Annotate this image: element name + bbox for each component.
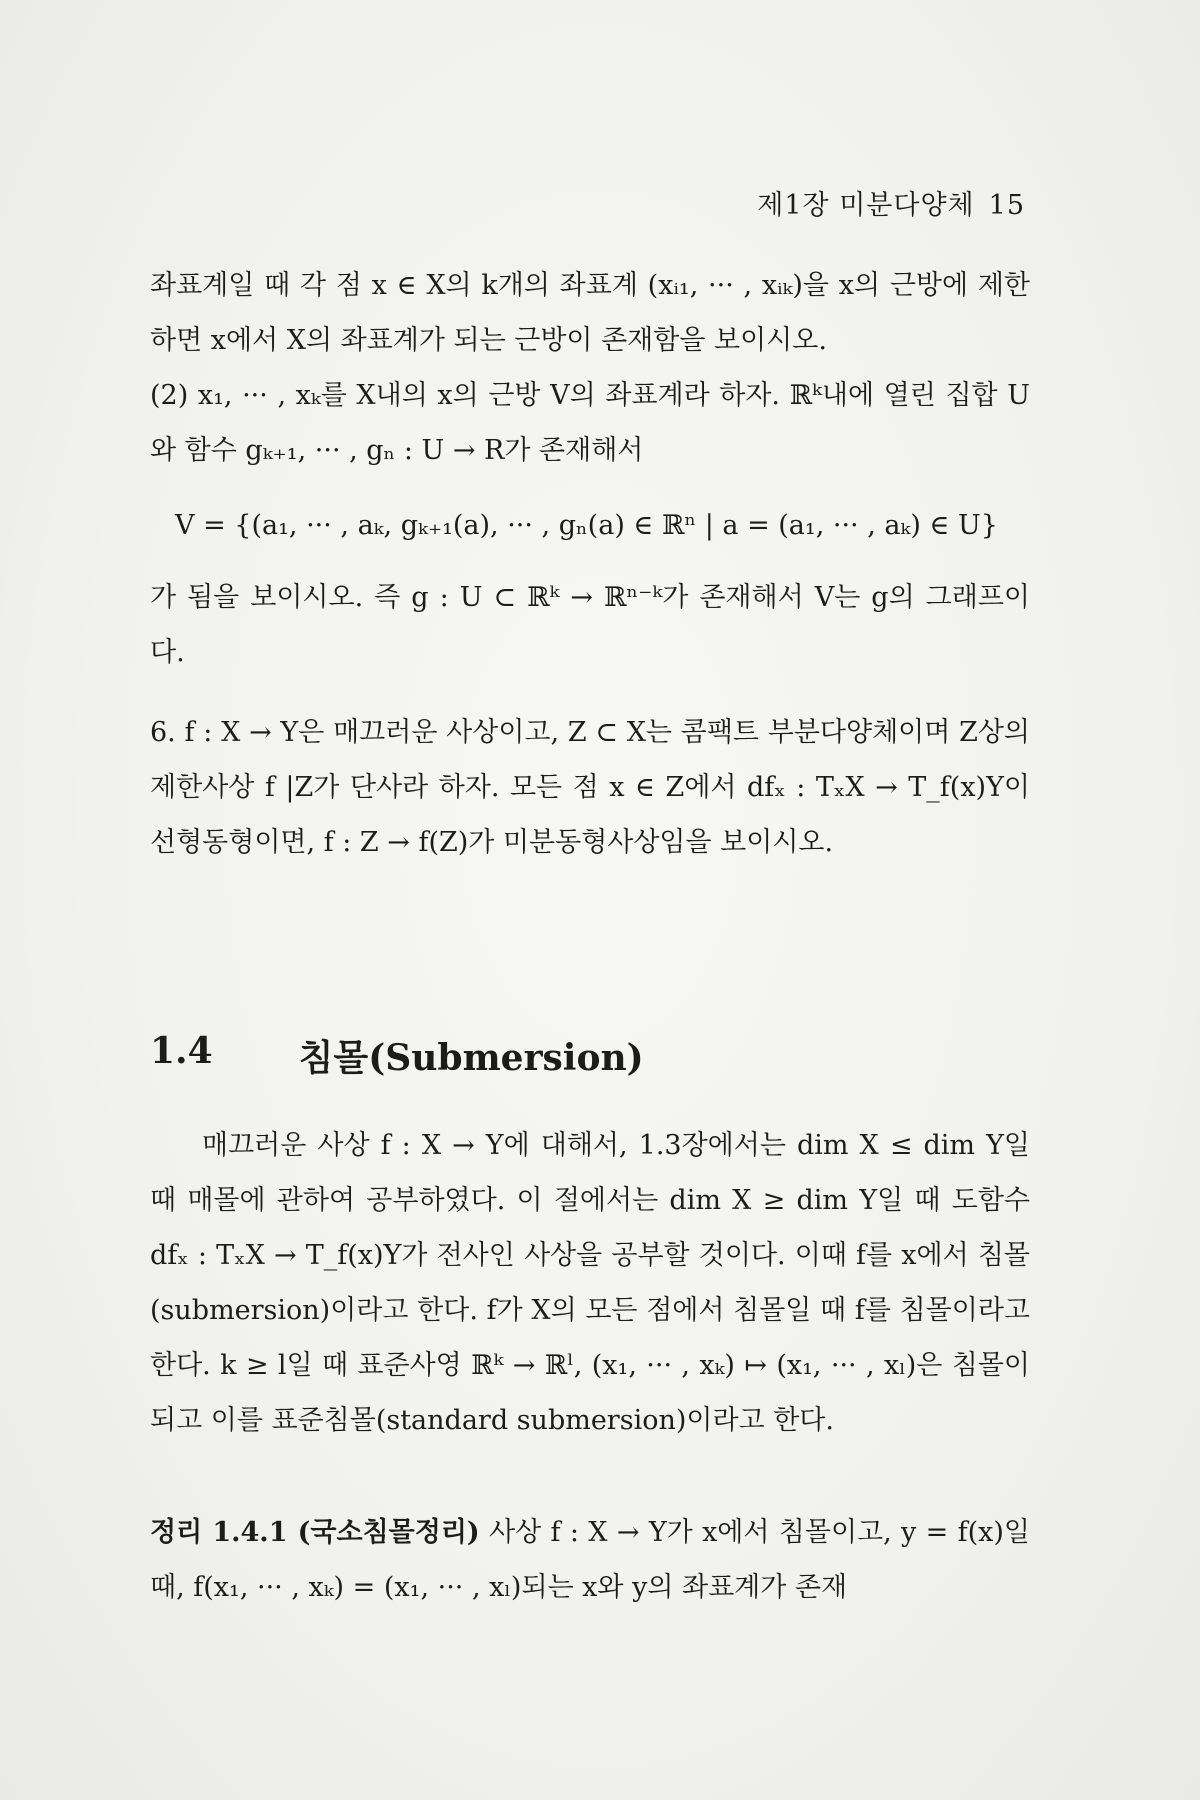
- exercise-continuation: [150, 258, 1030, 478]
- section-title: 침몰(Submersion): [298, 1037, 644, 1079]
- theorem-text: 사상 f : X → Y가 x에서 침몰이고, y = f(x)일 때, f(x₁, ··· , xₖ) = (x₁, ··· , xₗ)되는 x와 y의 좌표계가 존재: [150, 1517, 1030, 1603]
- chapter-title: 제1장 미분다양체: [757, 190, 975, 221]
- theorem-label: 정리 1.4.1 (국소침몰정리): [150, 1517, 480, 1548]
- section-heading: [150, 1030, 644, 1081]
- page-number: 15: [988, 190, 1025, 221]
- exercise-conclusion: [150, 570, 1030, 680]
- theorem-paragraph: [150, 1505, 1030, 1615]
- theorem-block: [150, 1505, 1030, 1615]
- paragraph-3: 가 됨을 보이시오. 즉 g : U ⊂ ℝᵏ → ℝⁿ⁻ᵏ가 존재해서 V는 g의 그래프이다.: [150, 582, 1030, 668]
- running-header: [757, 183, 1025, 222]
- paragraph-2: (2) x₁, ··· , xₖ를 X내의 x의 근방 V의 좌표계라 하자. ℝᵏ내에 열린 집합 U와 함수 gₖ₊₁, ··· , gₙ : U → R가 존재해서: [150, 380, 1030, 466]
- section-number: 1.4: [150, 1030, 213, 1072]
- problem-6-text: 6. f : X → Y은 매끄러운 사상이고, Z ⊂ X는 콤팩트 부분다양체이며 Z상의 제한사상 f |Z가 단사라 하자. 모든 점 x ∈ Z에서 dfₓ : TₓX → T_f(x)Y이 선형동형이면, f : Z → f(Z)가 미분동형사상임을 보이시오.: [150, 717, 1030, 858]
- section-body: [150, 1118, 1030, 1448]
- section-paragraph: 매끄러운 사상 f : X → Y에 대해서, 1.3장에서는 dim X ≤ dim Y일 때 매몰에 관하여 공부하였다. 이 절에서는 dim X ≥ dim Y일 때 도함수 dfₓ : TₓX → T_f(x)Y가 전사인 사상을 공부할 것이다. 이때 f를 x에서 침몰(submersion)이라고 한다. f가 X의 모든 점에서 침몰일 때 f를 침몰이라고 한다. k ≥ l일 때 표준사영 ℝᵏ → ℝˡ, (x₁, ··· , xₖ) ↦ (x₁, ··· , xₗ)은 침몰이 되고 이를 표준침몰(standard submersion)이라고 한다.: [150, 1130, 1030, 1436]
- paragraph-1: 좌표계일 때 각 점 x ∈ X의 k개의 좌표계 (xᵢ₁, ··· , xᵢₖ)을 x의 근방에 제한하면 x에서 X의 좌표계가 되는 근방이 존재함을 보이시오.: [150, 270, 1030, 356]
- display-equation: V = {(a₁, ··· , aₖ, gₖ₊₁(a), ··· , gₙ(a) ∈ ℝⁿ | a = (a₁, ··· , aₖ) ∈ U}: [175, 510, 998, 541]
- problem-6: [150, 705, 1030, 870]
